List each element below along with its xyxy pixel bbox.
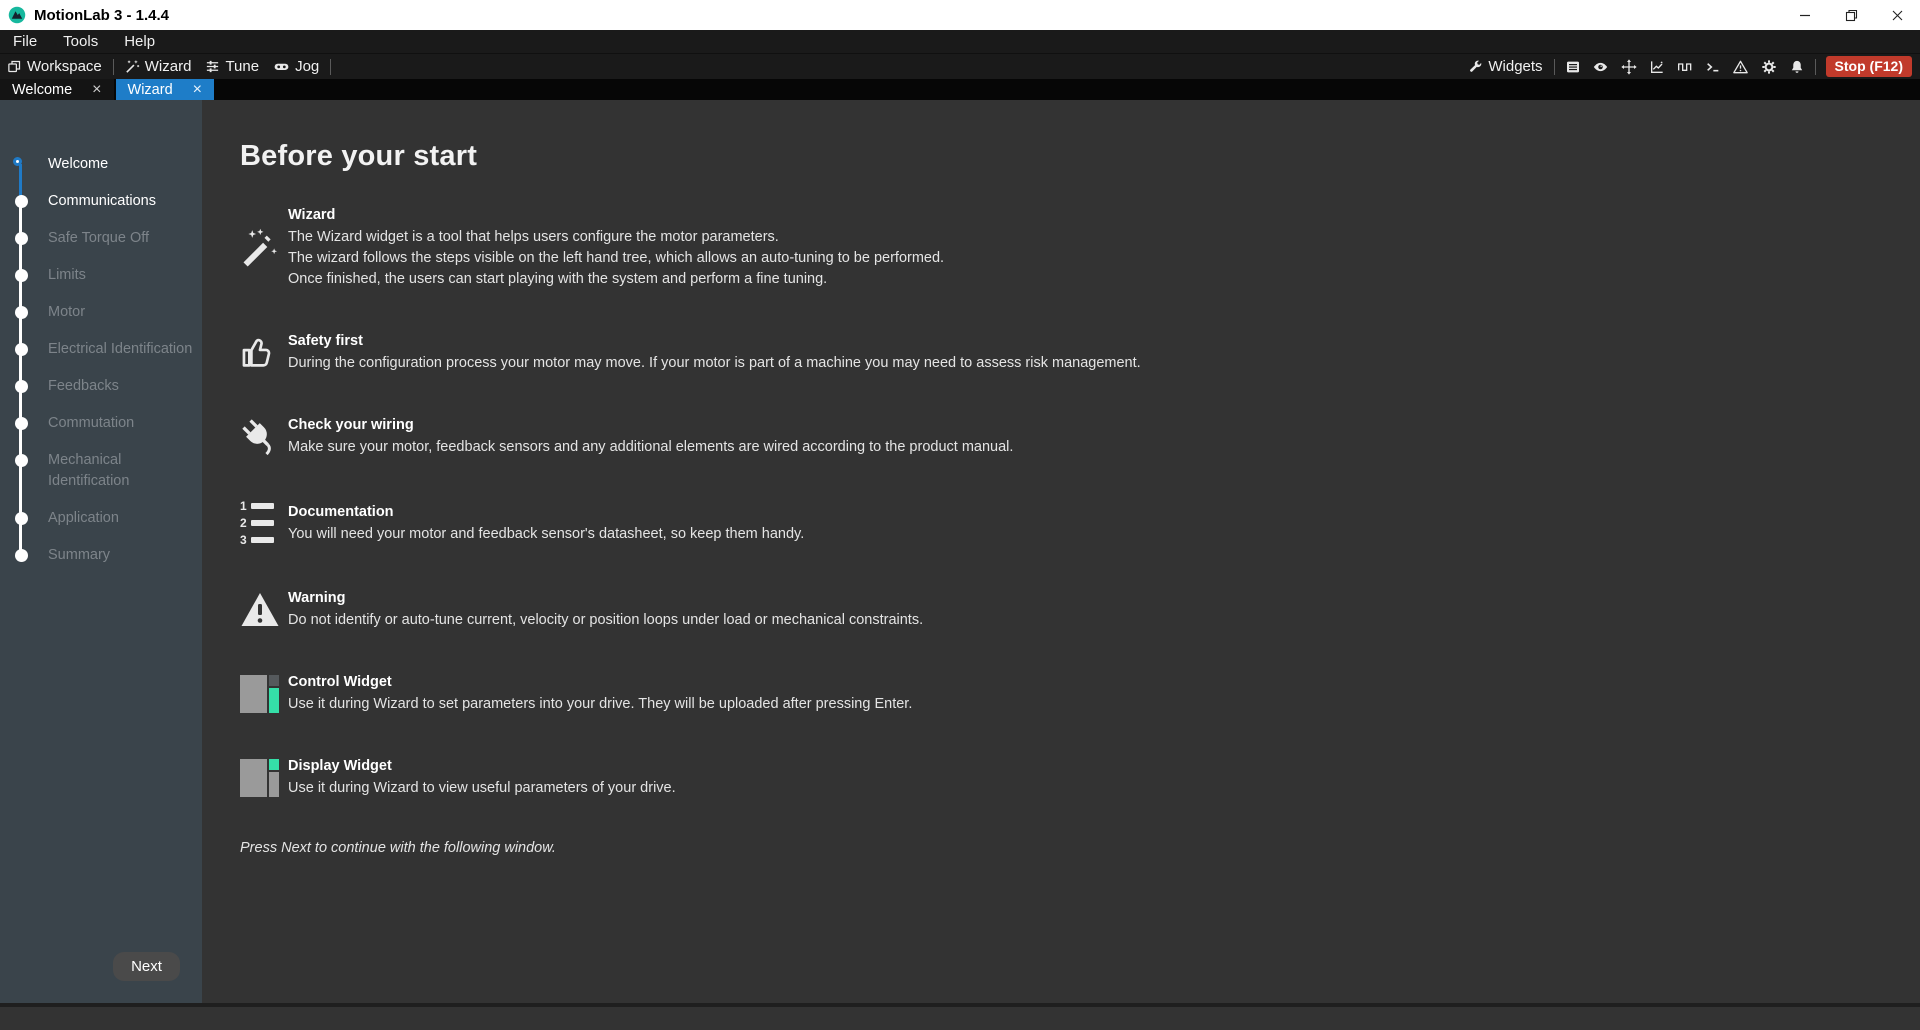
step-feedbacks: Feedbacks bbox=[0, 368, 202, 405]
section-wizard bbox=[240, 205, 1890, 290]
section-warning bbox=[240, 588, 1890, 631]
tab-close-icon[interactable]: × bbox=[92, 80, 102, 98]
magic-wand-icon bbox=[240, 226, 282, 270]
tab-label: Wizard bbox=[127, 81, 173, 98]
alerts-button[interactable] bbox=[1727, 54, 1755, 79]
jog-gamepad-icon bbox=[273, 59, 290, 74]
workspace-button[interactable] bbox=[0, 54, 109, 79]
step-dot bbox=[15, 306, 28, 319]
warning-triangle-icon bbox=[240, 591, 280, 629]
section-line: The Wizard widget is a tool that helps users configure the motor parameters. bbox=[288, 229, 779, 245]
scope-chart-button[interactable] bbox=[1643, 54, 1671, 79]
widgets-button[interactable] bbox=[1461, 54, 1549, 79]
wizard-content-panel bbox=[202, 100, 1920, 1003]
toolbar bbox=[0, 54, 1920, 79]
section-line: Do not identify or auto-tune current, velocity or position loops under load or mechanical constraints. bbox=[288, 612, 924, 628]
workspace-label: Workspace bbox=[27, 58, 102, 75]
wizard-stepper bbox=[0, 100, 202, 574]
line-chart-icon bbox=[1649, 59, 1665, 75]
step-dot bbox=[15, 454, 28, 467]
numbered-list-icon: 1 2 3 bbox=[240, 499, 274, 547]
toolbar-separator bbox=[1554, 59, 1555, 75]
section-line: The wizard follows the steps visible on the left hand tree, which allows an auto-tuning to be performed. bbox=[288, 250, 945, 266]
move-arrows-icon bbox=[1621, 59, 1637, 75]
toolbar-separator bbox=[1815, 59, 1816, 75]
gear-icon bbox=[1761, 59, 1777, 75]
signal-generator-button[interactable] bbox=[1671, 54, 1699, 79]
section-title: Wizard bbox=[288, 207, 336, 223]
step-dot bbox=[15, 269, 28, 282]
menu-file[interactable]: File bbox=[13, 33, 38, 50]
section-title: Safety first bbox=[288, 333, 363, 349]
step-welcome[interactable]: Welcome bbox=[0, 146, 202, 183]
toolbar-separator bbox=[330, 59, 331, 75]
section-line: Use it during Wizard to view useful parameters of your drive. bbox=[288, 780, 676, 796]
status-bar bbox=[0, 1003, 1920, 1030]
section-line: You will need your motor and feedback sensor's datasheet, so keep them handy. bbox=[288, 525, 805, 542]
plug-icon bbox=[240, 416, 280, 458]
tune-label: Tune bbox=[225, 58, 260, 75]
step-communications[interactable]: Communications bbox=[0, 183, 202, 220]
section-check-your-wiring bbox=[240, 415, 1890, 458]
menu-bar bbox=[0, 30, 1920, 54]
step-dot bbox=[13, 157, 22, 166]
jog-button[interactable] bbox=[266, 54, 326, 79]
step-dot bbox=[15, 512, 28, 525]
close-button[interactable] bbox=[1874, 0, 1920, 30]
wizard-button[interactable] bbox=[118, 54, 199, 79]
app-logo-icon bbox=[8, 6, 26, 24]
table-icon bbox=[1565, 59, 1581, 75]
magic-wand-icon bbox=[125, 59, 140, 74]
menu-tools[interactable]: Tools bbox=[63, 33, 99, 50]
step-limits: Limits bbox=[0, 257, 202, 294]
step-application: Application bbox=[0, 500, 202, 537]
square-wave-icon bbox=[1677, 59, 1693, 75]
step-summary: Summary bbox=[0, 537, 202, 574]
notifications-button[interactable] bbox=[1783, 54, 1811, 79]
section-documentation bbox=[240, 499, 1890, 547]
page-title: Before your start bbox=[240, 140, 478, 172]
menu-help[interactable]: Help bbox=[124, 33, 156, 50]
step-dot bbox=[15, 417, 28, 430]
section-title: Documentation bbox=[288, 503, 394, 520]
toolbar-separator bbox=[113, 59, 114, 75]
tune-sliders-icon bbox=[205, 59, 220, 74]
step-dot bbox=[15, 549, 28, 562]
step-mechanical-identification: Mechanical Identification bbox=[0, 442, 202, 500]
section-line: Use it during Wizard to set parameters into your drive. They will be uploaded after pressing Enter. bbox=[288, 696, 913, 712]
thumbs-up-icon bbox=[240, 332, 278, 374]
wrench-icon bbox=[1468, 59, 1483, 74]
settings-button[interactable] bbox=[1755, 54, 1783, 79]
tab-label: Welcome bbox=[12, 81, 73, 98]
workspace-icon bbox=[7, 59, 22, 74]
motion-move-button[interactable] bbox=[1615, 54, 1643, 79]
control-widget-icon bbox=[240, 675, 279, 713]
stop-button[interactable]: Stop (F12) bbox=[1826, 56, 1912, 77]
restore-button[interactable] bbox=[1828, 0, 1874, 30]
title-bar bbox=[0, 0, 1920, 30]
terminal-button[interactable] bbox=[1699, 54, 1727, 79]
step-motor: Motor bbox=[0, 294, 202, 331]
step-dot bbox=[15, 232, 28, 245]
step-electrical-identification: Electrical Identification bbox=[0, 331, 202, 368]
eye-icon bbox=[1592, 59, 1609, 75]
wizard-label: Wizard bbox=[144, 58, 192, 75]
display-widget-icon bbox=[240, 759, 279, 797]
step-commutation: Commutation bbox=[0, 405, 202, 442]
terminal-icon bbox=[1705, 59, 1721, 75]
step-dot bbox=[15, 380, 28, 393]
step-safe-torque-off: Safe Torque Off bbox=[0, 220, 202, 257]
section-line: Make sure your motor, feedback sensors and any additional elements are wired according to the product manual. bbox=[288, 439, 1014, 455]
section-line: Once finished, the users can start playing with the system and perform a fine tuning. bbox=[288, 271, 828, 287]
section-title: Check your wiring bbox=[288, 417, 414, 433]
jog-label: Jog bbox=[295, 58, 320, 75]
tab-wizard[interactable] bbox=[116, 79, 214, 100]
scope-view-button[interactable] bbox=[1587, 54, 1615, 79]
minimize-button[interactable] bbox=[1782, 0, 1828, 30]
section-display-widget bbox=[240, 756, 1890, 799]
section-title: Display Widget bbox=[288, 758, 392, 774]
section-title: Control Widget bbox=[288, 674, 392, 690]
step-dot bbox=[15, 195, 28, 208]
next-hint-note: Press Next to continue with the following window. bbox=[240, 840, 556, 856]
window-title: MotionLab 3 - 1.4.4 bbox=[34, 6, 170, 24]
widgets-label: Widgets bbox=[1488, 58, 1543, 75]
section-safety-first bbox=[240, 331, 1890, 374]
next-button[interactable]: Next bbox=[113, 952, 180, 981]
tune-button[interactable] bbox=[198, 54, 266, 79]
wizard-step-sidebar bbox=[0, 100, 202, 1003]
section-control-widget bbox=[240, 672, 1890, 715]
tab-strip bbox=[0, 79, 1920, 100]
watch-table-button[interactable] bbox=[1559, 54, 1587, 79]
section-line: During the configuration process your motor may move. If your motor is part of a machine you may need to assess risk management. bbox=[288, 355, 1141, 371]
section-title: Warning bbox=[288, 590, 346, 606]
tab-close-icon[interactable]: × bbox=[192, 80, 202, 98]
step-dot bbox=[15, 343, 28, 356]
warning-icon bbox=[1732, 59, 1749, 75]
bell-icon bbox=[1789, 59, 1805, 75]
tab-welcome[interactable] bbox=[0, 79, 114, 100]
